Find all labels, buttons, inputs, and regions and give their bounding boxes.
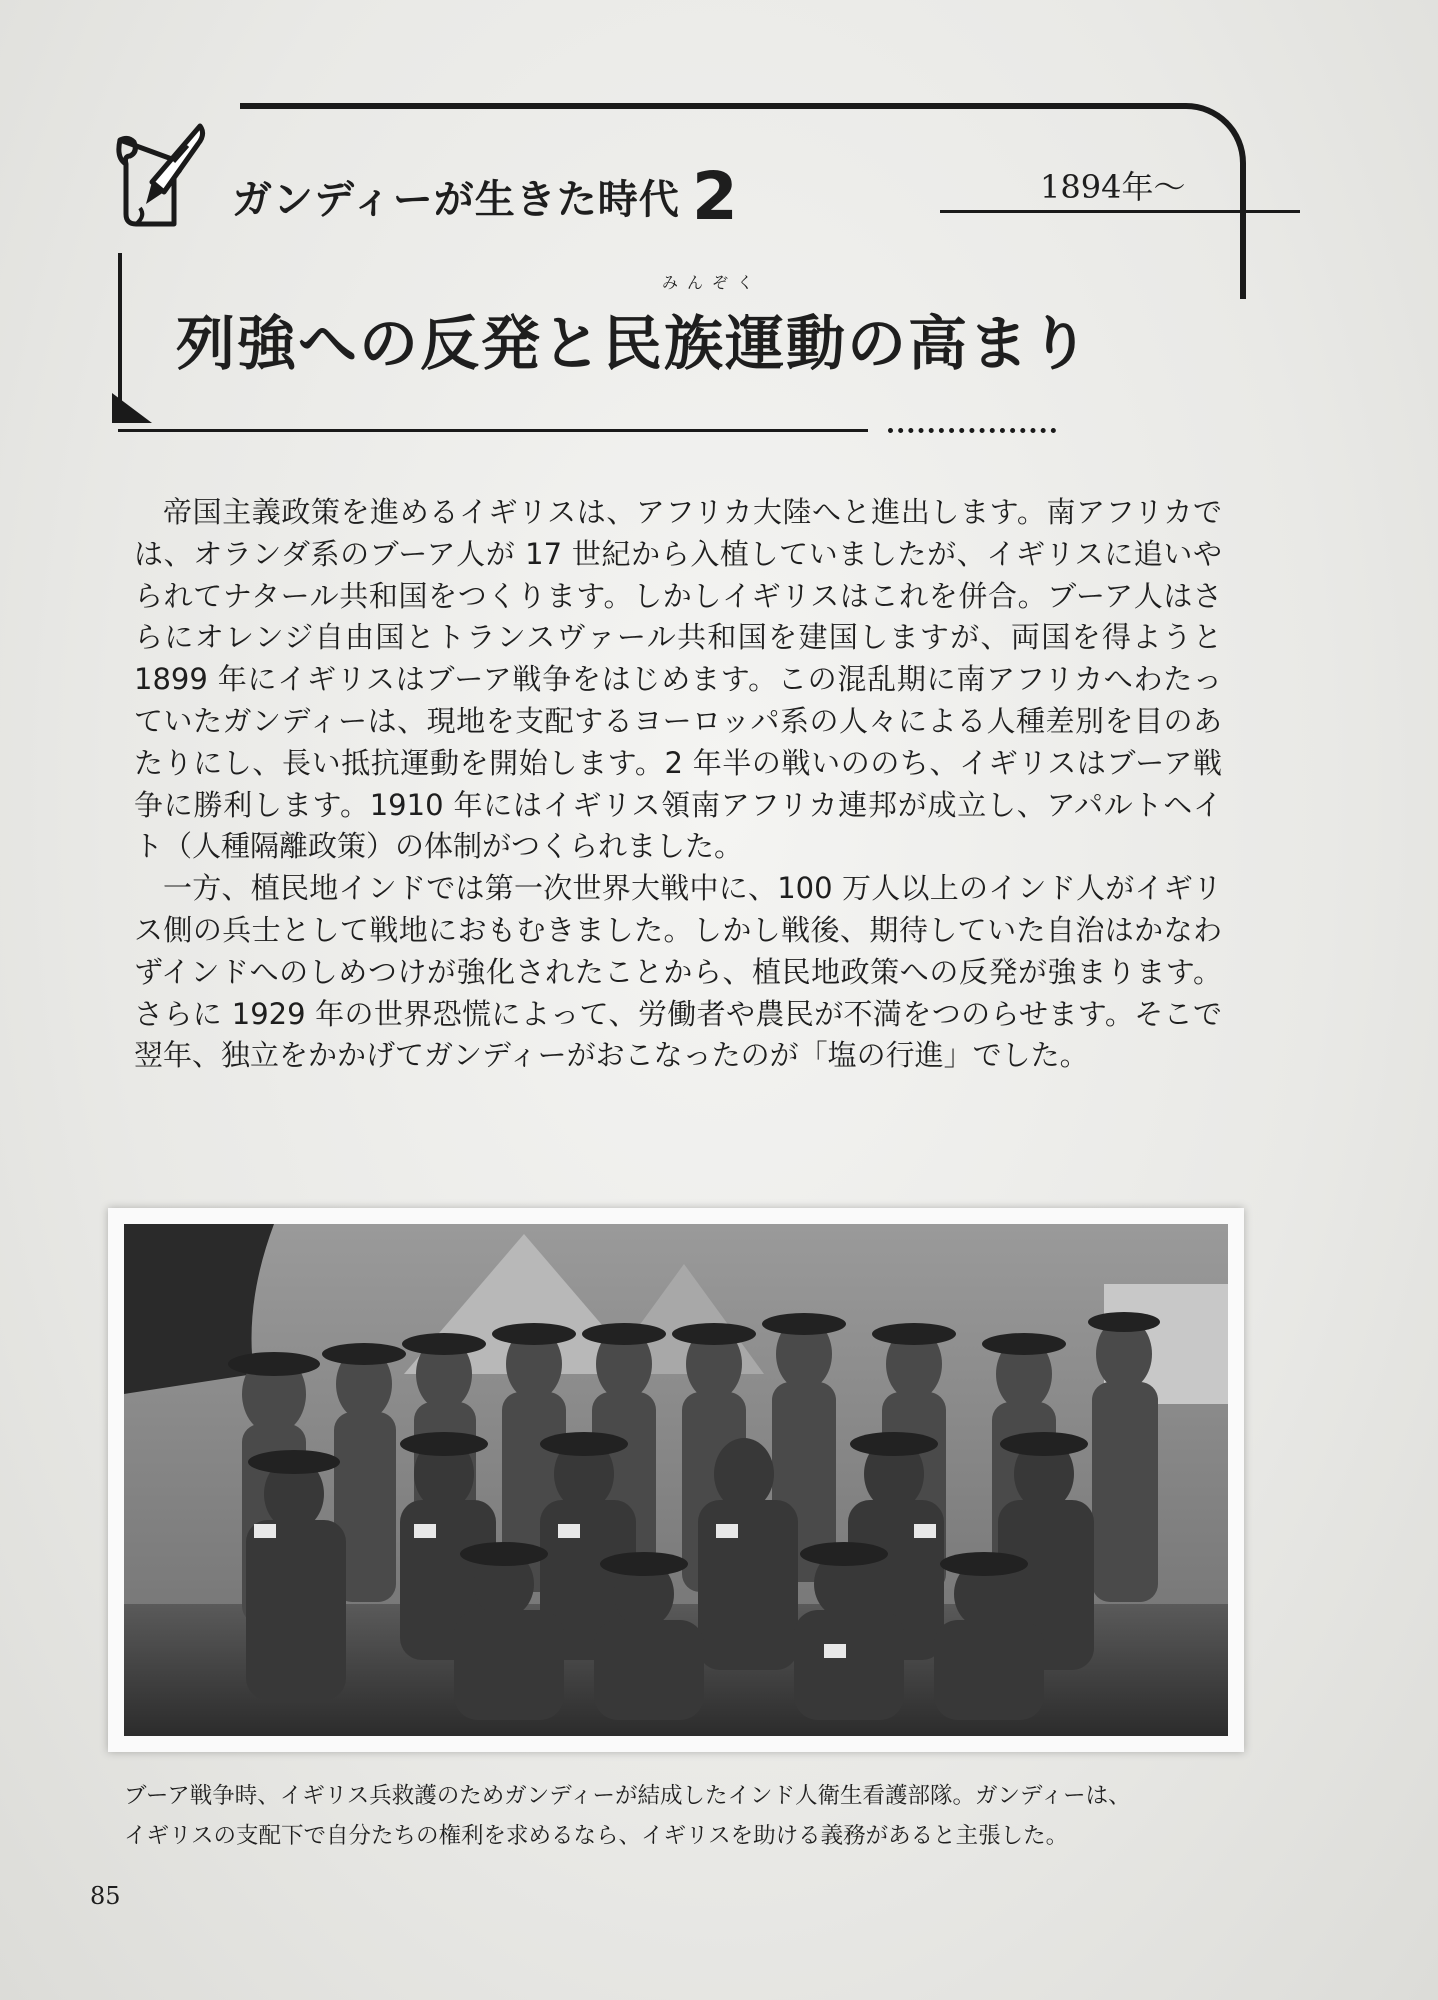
ambulance-corps-photo-image	[124, 1224, 1228, 1736]
page-number: 85	[90, 1882, 121, 1910]
paragraph-2: 一方、植民地インドでは第一次世界大戦中に、100 万人以上のインド人がイギリス側の兵士として戦地におもむきました。しかし戦後、期待していた自治はかなわずインドへのしめつけが強化されたことから、植民地政策への反発が強まります。さらに 1929 年の世界恐慌によって、労働者や農民が不満をつのらせます。そこで翌年、独立をかかげてガンディーがおこなったのが「塩の行進」でした。	[134, 871, 1222, 1073]
page-title	[176, 273, 1092, 381]
quill-scroll-icon	[112, 118, 208, 230]
year-underline	[940, 210, 1300, 213]
title-ruby: みんぞく	[662, 273, 763, 292]
era-year: 1894年～	[1040, 168, 1186, 206]
title-text: 列強への反発と民族運動の高まり	[176, 309, 1092, 378]
kicker-number: 2	[691, 158, 738, 235]
caption-line-2: イギリスの支配下で自分たちの権利を求めるなら、イギリスを助ける義務があると主張した。	[124, 1823, 1069, 1849]
historical-photo	[108, 1208, 1244, 1752]
paragraph-1: 帝国主義政策を進めるイギリスは、アフリカ大陸へと進出します。南アフリカでは、オランダ系のブーア人が 17 世紀から入植していましたが、イギリスに追いやられてナタール共和国をつくります。しかしイギリスはこれを併合。ブーア人はさらにオレンジ自由国とトランスヴァール共和国を建国しますが、両国を得ようと 1899 年にイギリスはブーア戦争をはじめます。この混乱期に南アフリカへわたっていたガンディーは、現地を支配するヨーロッパ系の人々による人種差別を目のあたりにし、長い抵抗運動を開始します。2 年半の戦いののち、イギリスはブーア戦争に勝利します。1910 年にはイギリス領南アフリカ連邦が成立し、アパルトヘイト（人種隔離政策）の体制がつくられました。	[134, 495, 1222, 864]
header-corner-triangle	[112, 393, 152, 423]
header-bottom-dots	[888, 428, 1056, 433]
header-bottom-rule	[118, 429, 868, 432]
chapter-kicker	[232, 158, 738, 235]
kicker-text: ガンディーが生きた時代	[232, 177, 680, 223]
body-text	[134, 492, 1222, 1077]
photo-caption	[124, 1776, 1234, 1856]
caption-line-1: ブーア戦争時、イギリス兵救護のためガンディーが結成したインド人衛生看護部隊。ガンディーは、	[124, 1783, 1131, 1809]
